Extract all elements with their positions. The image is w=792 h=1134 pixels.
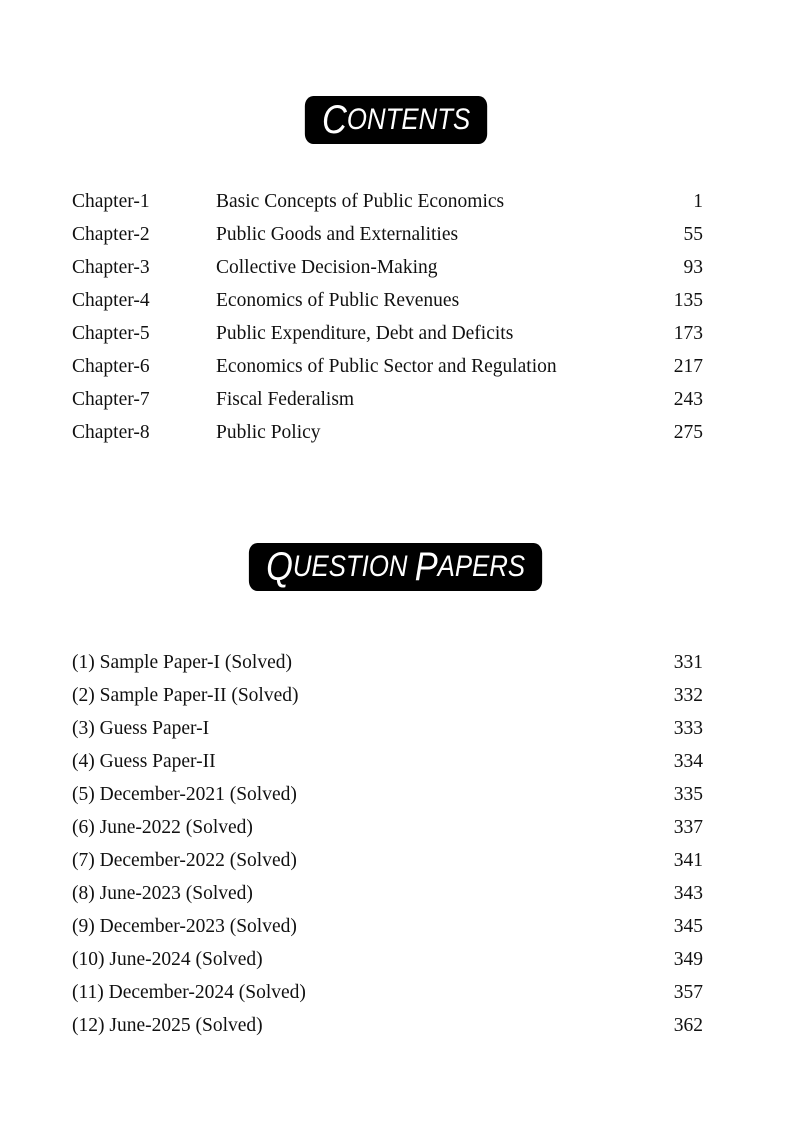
- chapter-page: 55: [683, 223, 703, 245]
- question-paper-name: (9) December-2023 (Solved): [72, 915, 297, 937]
- chapter-row[interactable]: [72, 317, 703, 350]
- chapter-page: 275: [673, 421, 703, 443]
- question-paper-row[interactable]: [72, 778, 703, 811]
- question-paper-name: (2) Sample Paper-II (Solved): [72, 684, 299, 706]
- question-paper-row[interactable]: [72, 844, 703, 877]
- chapter-title: Economics of Public Sector and Regulation: [216, 355, 557, 377]
- contents-heading-wrapper: [0, 96, 792, 144]
- question-paper-name: (6) June-2022 (Solved): [72, 816, 253, 838]
- chapter-row[interactable]: [72, 218, 703, 251]
- chapter-page: 93: [683, 256, 703, 278]
- question-paper-page: 349: [673, 948, 703, 970]
- chapter-page: 243: [673, 388, 703, 410]
- chapter-title: Public Policy: [216, 421, 321, 443]
- chapter-row[interactable]: [72, 185, 703, 218]
- question-paper-page: 331: [673, 651, 703, 673]
- chapter-page: 135: [673, 289, 703, 311]
- question-paper-name: (7) December-2022 (Solved): [72, 849, 297, 871]
- question-paper-list: [72, 646, 703, 1042]
- chapter-row[interactable]: [72, 284, 703, 317]
- chapter-row[interactable]: [72, 383, 703, 416]
- question-paper-name: (4) Guess Paper-II: [72, 750, 216, 772]
- question-paper-name: (5) December-2021 (Solved): [72, 783, 297, 805]
- qp-heading-rest-uestion: UESTION: [293, 550, 408, 583]
- question-paper-row[interactable]: [72, 976, 703, 1009]
- qp-heading-initial-q: Q: [266, 545, 294, 589]
- chapter-row[interactable]: [72, 416, 703, 449]
- contents-heading: [305, 96, 488, 144]
- question-paper-page: 357: [673, 981, 703, 1003]
- question-paper-row[interactable]: [72, 811, 703, 844]
- chapter-page: 173: [673, 322, 703, 344]
- question-paper-page: 343: [673, 882, 703, 904]
- chapter-number: Chapter-6: [72, 355, 150, 377]
- chapter-number: Chapter-2: [72, 223, 150, 245]
- chapter-number: Chapter-8: [72, 421, 150, 443]
- question-paper-name: (12) June-2025 (Solved): [72, 1014, 263, 1036]
- question-paper-page: 332: [673, 684, 703, 706]
- question-paper-row[interactable]: [72, 910, 703, 943]
- chapter-title: Economics of Public Revenues: [216, 289, 460, 311]
- question-papers-heading-wrapper: [0, 543, 792, 591]
- question-paper-page: 335: [673, 783, 703, 805]
- question-paper-name: (11) December-2024 (Solved): [72, 981, 306, 1003]
- qp-heading-initial-p: P: [415, 545, 439, 589]
- question-paper-page: 337: [673, 816, 703, 838]
- chapter-title: Basic Concepts of Public Economics: [216, 190, 505, 212]
- chapter-title: Collective Decision-Making: [216, 256, 438, 278]
- question-paper-row[interactable]: [72, 679, 703, 712]
- question-paper-row[interactable]: [72, 1009, 703, 1042]
- contents-heading-rest: ONTENTS: [346, 103, 471, 136]
- chapter-number: Chapter-7: [72, 388, 150, 410]
- chapter-page: 1: [693, 190, 703, 212]
- question-paper-row[interactable]: [72, 646, 703, 679]
- chapter-list: [72, 185, 703, 449]
- chapter-number: Chapter-1: [72, 190, 150, 212]
- chapter-row[interactable]: [72, 350, 703, 383]
- chapter-title: Fiscal Federalism: [216, 388, 355, 410]
- question-paper-row[interactable]: [72, 745, 703, 778]
- chapter-number: Chapter-5: [72, 322, 150, 344]
- contents-heading-initial: C: [321, 98, 347, 142]
- question-paper-row[interactable]: [72, 712, 703, 745]
- chapter-title: Public Goods and Externalities: [216, 223, 459, 245]
- chapter-page: 217: [673, 355, 703, 377]
- question-paper-row[interactable]: [72, 877, 703, 910]
- chapter-number: Chapter-4: [72, 289, 150, 311]
- question-paper-page: 362: [673, 1014, 703, 1036]
- qp-heading-rest-apers: APERS: [438, 550, 526, 583]
- question-paper-name: (10) June-2024 (Solved): [72, 948, 263, 970]
- chapter-title: Public Expenditure, Debt and Deficits: [216, 322, 514, 344]
- question-paper-page: 334: [673, 750, 703, 772]
- chapter-number: Chapter-3: [72, 256, 150, 278]
- question-paper-row[interactable]: [72, 943, 703, 976]
- question-paper-name: (1) Sample Paper-I (Solved): [72, 651, 293, 673]
- question-paper-page: 345: [673, 915, 703, 937]
- question-paper-name: (8) June-2023 (Solved): [72, 882, 253, 904]
- question-paper-page: 341: [673, 849, 703, 871]
- question-paper-name: (3) Guess Paper-I: [72, 717, 210, 739]
- question-papers-heading: [249, 543, 542, 591]
- question-paper-page: 333: [673, 717, 703, 739]
- chapter-row[interactable]: [72, 251, 703, 284]
